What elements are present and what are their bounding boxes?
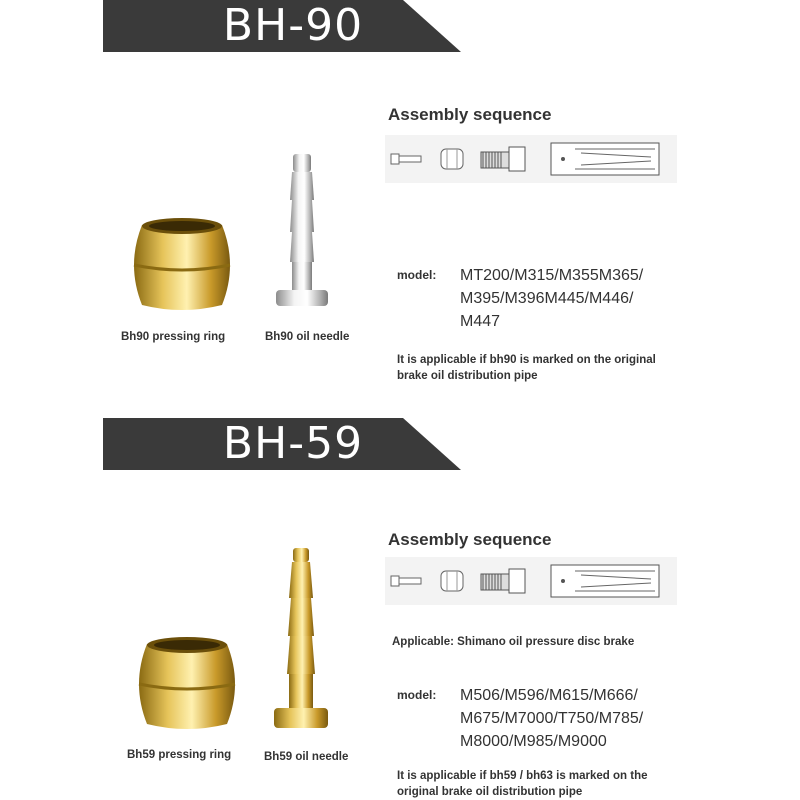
section-title: BH-59	[222, 418, 364, 469]
applicability-note	[397, 352, 656, 384]
model-label: model:	[397, 268, 437, 282]
needle-caption: Bh59 oil needle	[264, 751, 349, 763]
applicability-note	[397, 768, 648, 800]
oil-needle-icon	[272, 152, 332, 312]
model-line: M506/M596/M615/M666/	[460, 687, 638, 704]
banner-bh59	[103, 418, 461, 470]
model-list	[460, 264, 643, 333]
oil-needle-icon	[270, 546, 332, 736]
note-line: It is applicable if bh90 is marked on the original	[397, 354, 656, 366]
model-line: MT200/M315/M355M365/	[460, 267, 644, 284]
model-line: M8000/M985/M9000	[460, 733, 607, 750]
section-title: BH-90	[222, 0, 364, 51]
pressing-ring-icon	[128, 215, 236, 315]
model-line: M447	[460, 313, 501, 330]
model-list	[460, 684, 643, 753]
model-line: M675/M7000/T750/M785/	[460, 710, 644, 727]
assembly-strip	[385, 557, 677, 605]
ring-caption: Bh59 pressing ring	[127, 749, 232, 761]
needle-caption: Bh90 oil needle	[265, 331, 350, 343]
model-line: M395/M396M445/M446/	[460, 290, 634, 307]
applicable-text: Applicable: Shimano oil pressure disc brake	[392, 636, 635, 648]
note-line: original brake oil distribution pipe	[397, 786, 583, 798]
note-line: It is applicable if bh59 / bh63 is marked on the	[397, 770, 648, 782]
assembly-sequence-icon	[385, 557, 677, 605]
pressing-ring-icon	[133, 634, 241, 734]
assembly-title: Assembly sequence	[388, 105, 552, 124]
ring-caption: Bh90 pressing ring	[121, 331, 226, 343]
assembly-sequence-icon	[385, 135, 677, 183]
assembly-strip	[385, 135, 677, 183]
note-line: brake oil distribution pipe	[397, 370, 538, 382]
model-label: model:	[397, 688, 437, 702]
banner-bh90	[103, 0, 461, 52]
assembly-title: Assembly sequence	[388, 530, 552, 549]
